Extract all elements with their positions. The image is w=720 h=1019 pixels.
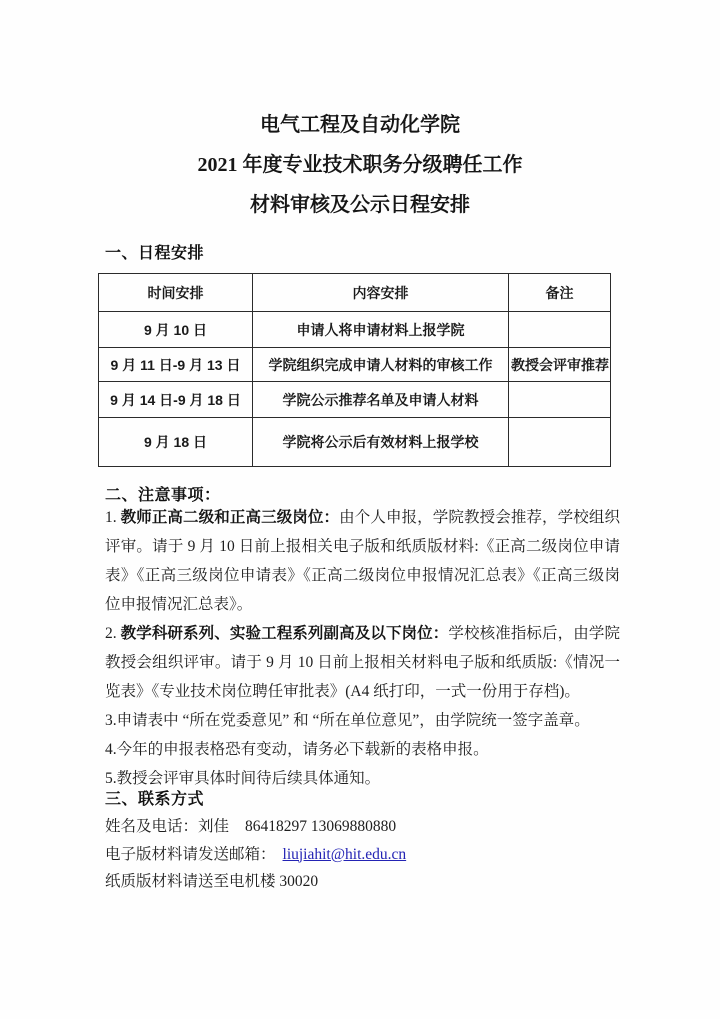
col-header-time: 时间安排	[99, 274, 253, 312]
title-line-1: 电气工程及自动化学院	[260, 114, 460, 136]
notes-heading: 二、注意事项：	[105, 487, 221, 504]
note-body: 3.申请表中 “所在党委意见” 和 “所在单位意见”，由学院统一签字盖章。	[105, 712, 590, 729]
cell-time: 9 月 14 日-9 月 18 日	[99, 382, 253, 418]
note-lead: 教学科研系列、实验工程系列副高及以下岗位：	[120, 625, 449, 642]
table-row	[99, 418, 611, 467]
table-row	[99, 348, 611, 382]
table-row	[99, 382, 611, 418]
cell-content: 申请人将申请材料上报学院	[253, 312, 509, 348]
title-line-3: 材料审核及公示日程安排	[250, 194, 470, 216]
note-item-2	[105, 619, 620, 706]
contact-paper-line: 纸质版材料请送至电机楼 30020	[105, 873, 319, 890]
cell-time: 9 月 18 日	[99, 418, 253, 467]
note-number: 2.	[105, 625, 121, 642]
schedule-table	[98, 273, 611, 467]
table-header-row	[99, 274, 611, 312]
col-header-content: 内容安排	[253, 274, 509, 312]
contact-email-line	[105, 841, 620, 869]
contact-heading: 三、联系方式	[105, 791, 205, 808]
cell-content: 学院公示推荐名单及申请人材料	[253, 382, 509, 418]
contact-section	[105, 787, 620, 896]
cell-note	[509, 418, 611, 467]
note-item-3	[105, 706, 620, 735]
cell-content: 学院将公示后有效材料上报学校	[253, 418, 509, 467]
note-number: 1.	[105, 509, 121, 526]
email-link[interactable]: liujiahit@hit.edu.cn	[282, 845, 407, 863]
cell-note	[509, 312, 611, 348]
cell-note: 教授会评审推荐	[509, 348, 611, 382]
cell-content: 学院组织完成申请人材料的审核工作	[253, 348, 509, 382]
email-label: 电子版材料请发送邮箱：	[105, 845, 276, 863]
contact-name: 刘佳	[198, 818, 230, 835]
contact-phones: 86418297 13069880880	[245, 818, 397, 835]
contact-name-phone-line	[105, 813, 620, 841]
table-row	[99, 312, 611, 348]
document-title	[0, 105, 720, 225]
note-body: 由个人申报，学院教授会推荐，学校组织评审。请于 9 月 10 日前上报相关电子版和纸质版材料:《正高二级岗位申请表》《正高三级岗位申请表》《正高二级岗位申报情况汇总表》《正高三级岗位申报情况汇总表》。	[105, 509, 620, 613]
note-body: 5.教授会评审具体时间待后续具体通知。	[105, 770, 381, 787]
cell-time: 9 月 10 日	[99, 312, 253, 348]
note-body: 学校核准指标后，由学院教授会组织评审。请于 9 月 10 日前上报相关材料电子版和纸质版:《情况一览表》《专业技术岗位聘任审批表》(A4 纸打印，一式一份用于存档)。	[105, 625, 620, 700]
cell-time: 9 月 11 日-9 月 13 日	[99, 348, 253, 382]
schedule-heading: 一、日程安排	[105, 245, 205, 262]
notes-list	[105, 503, 620, 793]
col-header-note: 备注	[509, 274, 611, 312]
note-item-4	[105, 735, 620, 764]
note-body: 4.今年的申报表格恐有变动，请务必下载新的表格申报。	[105, 741, 489, 758]
note-item-1	[105, 503, 620, 619]
note-lead: 教师正高二级和正高三级岗位：	[120, 509, 340, 526]
name-phone-label: 姓名及电话：	[105, 818, 199, 835]
cell-note	[509, 382, 611, 418]
title-line-2: 2021 年度专业技术职务分级聘任工作	[197, 154, 523, 176]
